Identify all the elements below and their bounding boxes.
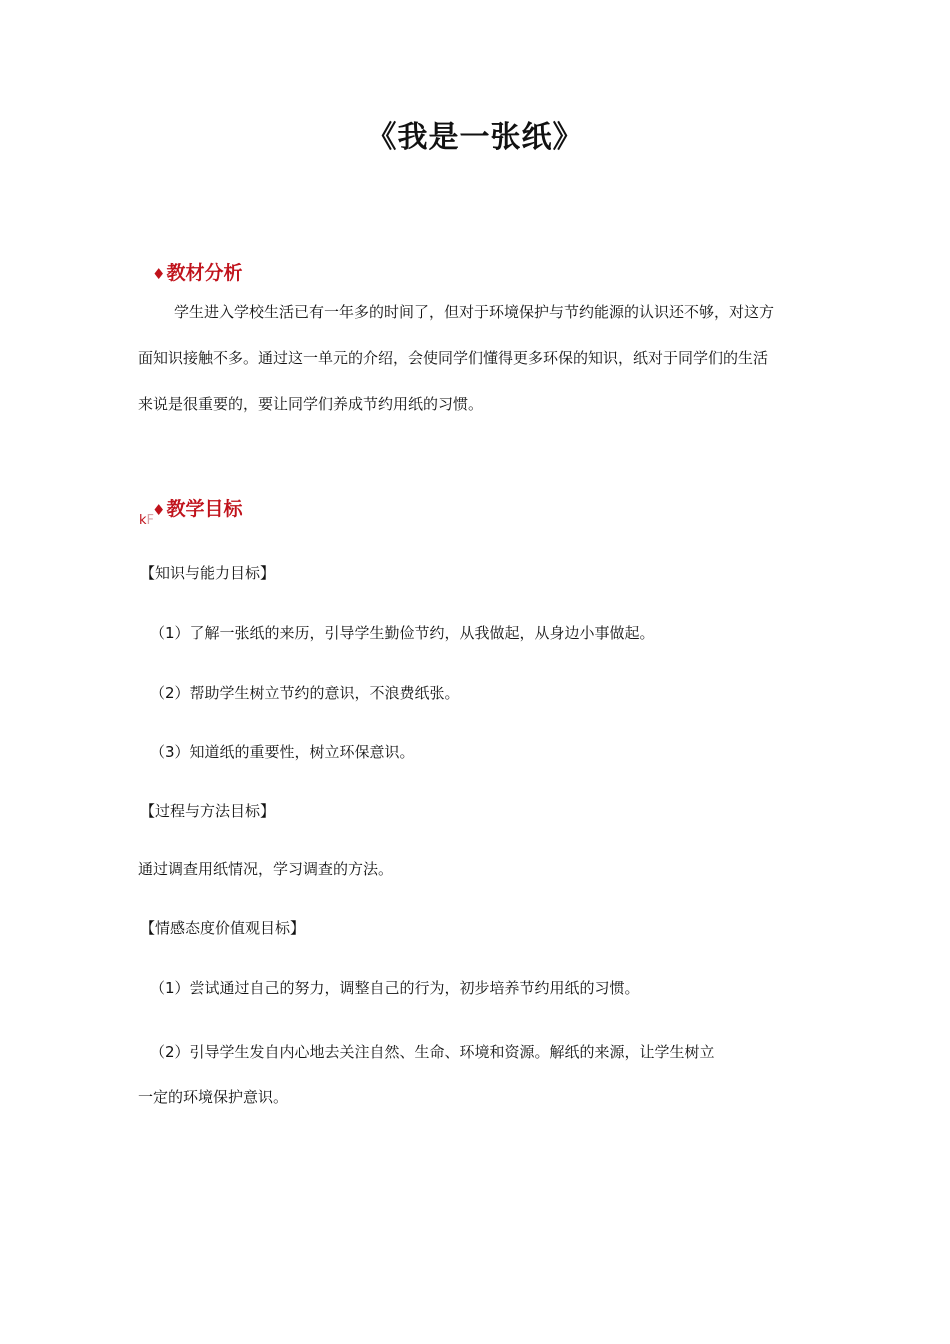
goal-text: 通过调查用纸情况，学习调查的方法。	[138, 860, 394, 878]
section-heading-label: 教学目标	[166, 498, 243, 520]
paragraph-line: 学生进入学校生活已有一年多的时间了，但对于环境保护与节约能源的认识还不够，对这方	[174, 303, 775, 321]
subheading-knowledge: 【知识与能力目标】	[140, 564, 276, 582]
subheading-emotion: 【情感态度价值观目标】	[140, 919, 306, 937]
diamond-bullet-icon: ♦	[152, 265, 166, 283]
subheading-process: 【过程与方法目标】	[140, 802, 276, 820]
goal-item: （1）了解一张纸的来历，引导学生勤俭节约，从我做起，从身边小事做起。	[150, 624, 655, 642]
section-heading-textbook-analysis	[152, 258, 242, 285]
stray-mark: kF	[139, 513, 155, 528]
goal-item: （3）知道纸的重要性，树立环保意识。	[150, 743, 415, 761]
paragraph-line: 来说是很重要的，要让同学们养成节约用纸的习惯。	[138, 395, 484, 413]
diamond-bullet-icon: ♦	[152, 501, 166, 519]
goal-item: （2）帮助学生树立节约的意识，不浪费纸张。	[150, 684, 460, 702]
goal-item-continuation: 一定的环境保护意识。	[138, 1088, 289, 1106]
document-title: 《我是一张纸》	[366, 120, 584, 155]
goal-item: （1）尝试通过自己的努力，调整自己的行为，初步培养节约用纸的习惯。	[150, 979, 640, 997]
goal-item: （2）引导学生发自内心地去关注自然、生命、环境和资源。解纸的来源，让学生树立	[150, 1043, 715, 1061]
paragraph-line: 面知识接触不多。通过这一单元的介绍，会使同学们懂得更多环保的知识，纸对于同学们的生活	[138, 349, 769, 367]
section-heading-teaching-goals	[152, 494, 242, 521]
section-heading-label: 教材分析	[166, 262, 243, 284]
